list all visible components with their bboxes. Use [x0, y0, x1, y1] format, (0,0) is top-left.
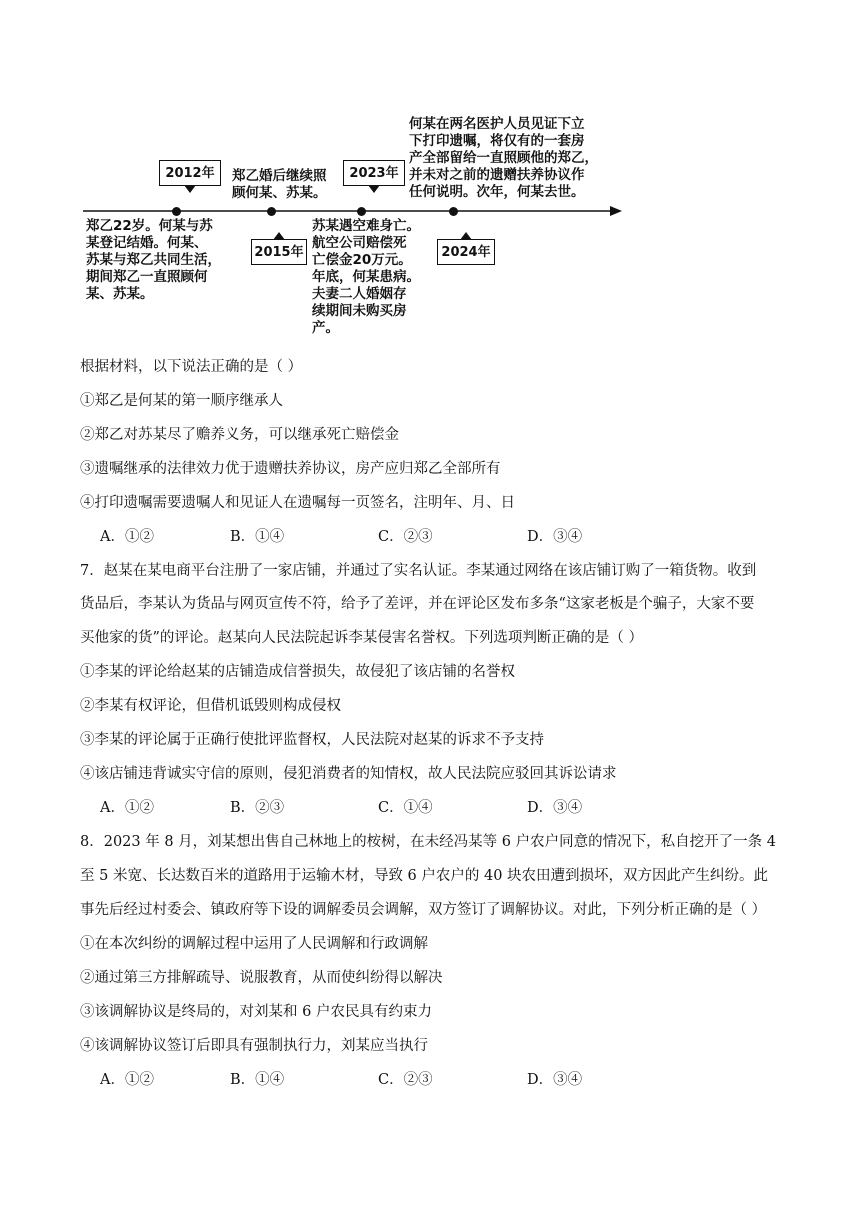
q6-stem: 根据材料，以下说法正确的是（ ）	[80, 359, 303, 375]
q7-statement-2: ②李某有权评论，但借机诋毁则构成侵权	[80, 698, 341, 714]
q8-option-c[interactable]: C．②③	[378, 1072, 433, 1088]
q7-option-d[interactable]: D．③④	[527, 800, 583, 816]
q7-stem-line-2: 货品后，李某认为货品与网页宣传不符，给予了差评，并在评论区发布多条“这家老板是个骗子，大家不要	[80, 596, 755, 612]
timeline-dot-2012	[172, 207, 181, 216]
q6-option-a[interactable]: A．①②	[100, 529, 154, 545]
q6-option-d[interactable]: D．③④	[527, 529, 583, 545]
q7-statement-1: ①李某的评论给赵某的店铺造成信誉损失，故侵犯了该店铺的名誉权	[80, 664, 515, 680]
q7-statement-4: ④该店铺违背诚实守信的原则，侵犯消费者的知情权，故人民法院应驳回其诉讼请求	[80, 766, 617, 782]
timeline-dot-2023	[357, 207, 366, 216]
q8-stem-line-3: 事先后经过村委会、镇政府等下设的调解委员会调解，双方签订了调解协议。对此，下列分析正确的是（ ）	[80, 902, 767, 918]
timeline-dot-2015	[267, 207, 276, 216]
q7-option-a[interactable]: A．①②	[100, 800, 154, 816]
q8-option-b[interactable]: B．①④	[230, 1072, 285, 1088]
q6-option-b[interactable]: B．①④	[230, 529, 285, 545]
q6-statement-4: ④打印遗嘱需要遗嘱人和见证人在遗嘱每一页签名，注明年、月、日	[80, 495, 515, 511]
q7-option-c[interactable]: C．①④	[378, 800, 433, 816]
q6-statement-3: ③遗嘱继承的法律效力优于遗赠扶养协议，房产应归郑乙全部所有	[80, 461, 501, 477]
q8-statement-1: ①在本次纠纷的调解过程中运用了人民调解和行政调解	[80, 936, 428, 952]
q7-stem-line-1: 7．赵某在某电商平台注册了一家店铺，并通过了实名认证。李某通过网络在该店铺订购了一箱货物。收到	[80, 563, 757, 579]
timeline-note-2012: 郑乙22岁。何某与苏 某登记结婚。何某、 苏某与郑乙共同生活， 期间郑乙一直照顾何 某、苏某。	[86, 218, 221, 302]
timeline-note-2024: 何某在两名医护人员见证下立 下打印遗嘱，将仅有的一套房 产全部留给一直照顾他的郑乙， 并未对之前的遗赠扶养协议作 任何说明。次年，何某去世。	[409, 116, 598, 200]
q8-statement-4: ④该调解协议签订后即具有强制执行力，刘某应当执行	[80, 1038, 428, 1054]
timeline-year-2015: 2015年	[251, 239, 307, 265]
q8-statement-2: ②通过第三方排解疏导、说服教育，从而使纠纷得以解决	[80, 970, 443, 986]
q6-statement-1: ①郑乙是何某的第一顺序继承人	[80, 393, 283, 409]
q6-statement-2: ②郑乙对苏某尽了赡养义务，可以继承死亡赔偿金	[80, 427, 399, 443]
q8-stem-line-1: 8．2023 年 8 月，刘某想出售自己林地上的桉树，在未经冯某等 6 户农户同意的情况下，私自挖开了一条 4	[80, 834, 776, 850]
q8-option-a[interactable]: A．①②	[100, 1072, 154, 1088]
q7-stem-line-3: 买他家的货”的评论。赵某向人民法院起诉李某侵害名誉权。下列选项判断正确的是（ ）	[80, 630, 644, 646]
q8-stem-line-2: 至 5 米宽、长达数百米的道路用于运输木材，导致 6 户农户的 40 块农田遭到损坏，双方因此产生纠纷。此	[80, 868, 769, 884]
q7-option-b[interactable]: B．②③	[230, 800, 285, 816]
timeline-year-2024: 2024年	[437, 239, 495, 265]
timeline-year-2023: 2023年	[343, 160, 405, 186]
q7-statement-3: ③李某的评论属于正确行使批评监督权，人民法院对赵某的诉求不予支持	[80, 732, 544, 748]
timeline-note-2015: 郑乙婚后继续照 顾何某、苏某。	[232, 168, 327, 201]
timeline-year-2012: 2012年	[159, 160, 221, 186]
timeline-dot-2024	[449, 207, 458, 216]
q8-option-d[interactable]: D．③④	[527, 1072, 583, 1088]
q8-statement-3: ③该调解协议是终局的，对刘某和 6 户农民具有约束力	[80, 1004, 432, 1020]
q6-option-c[interactable]: C．②③	[378, 529, 433, 545]
timeline-note-2023: 苏某遇空难身亡。 航空公司赔偿死 亡偿金20万元。 年底，何某患病。 夫妻二人婚姻存 续期间未购买房 产。	[312, 218, 420, 336]
